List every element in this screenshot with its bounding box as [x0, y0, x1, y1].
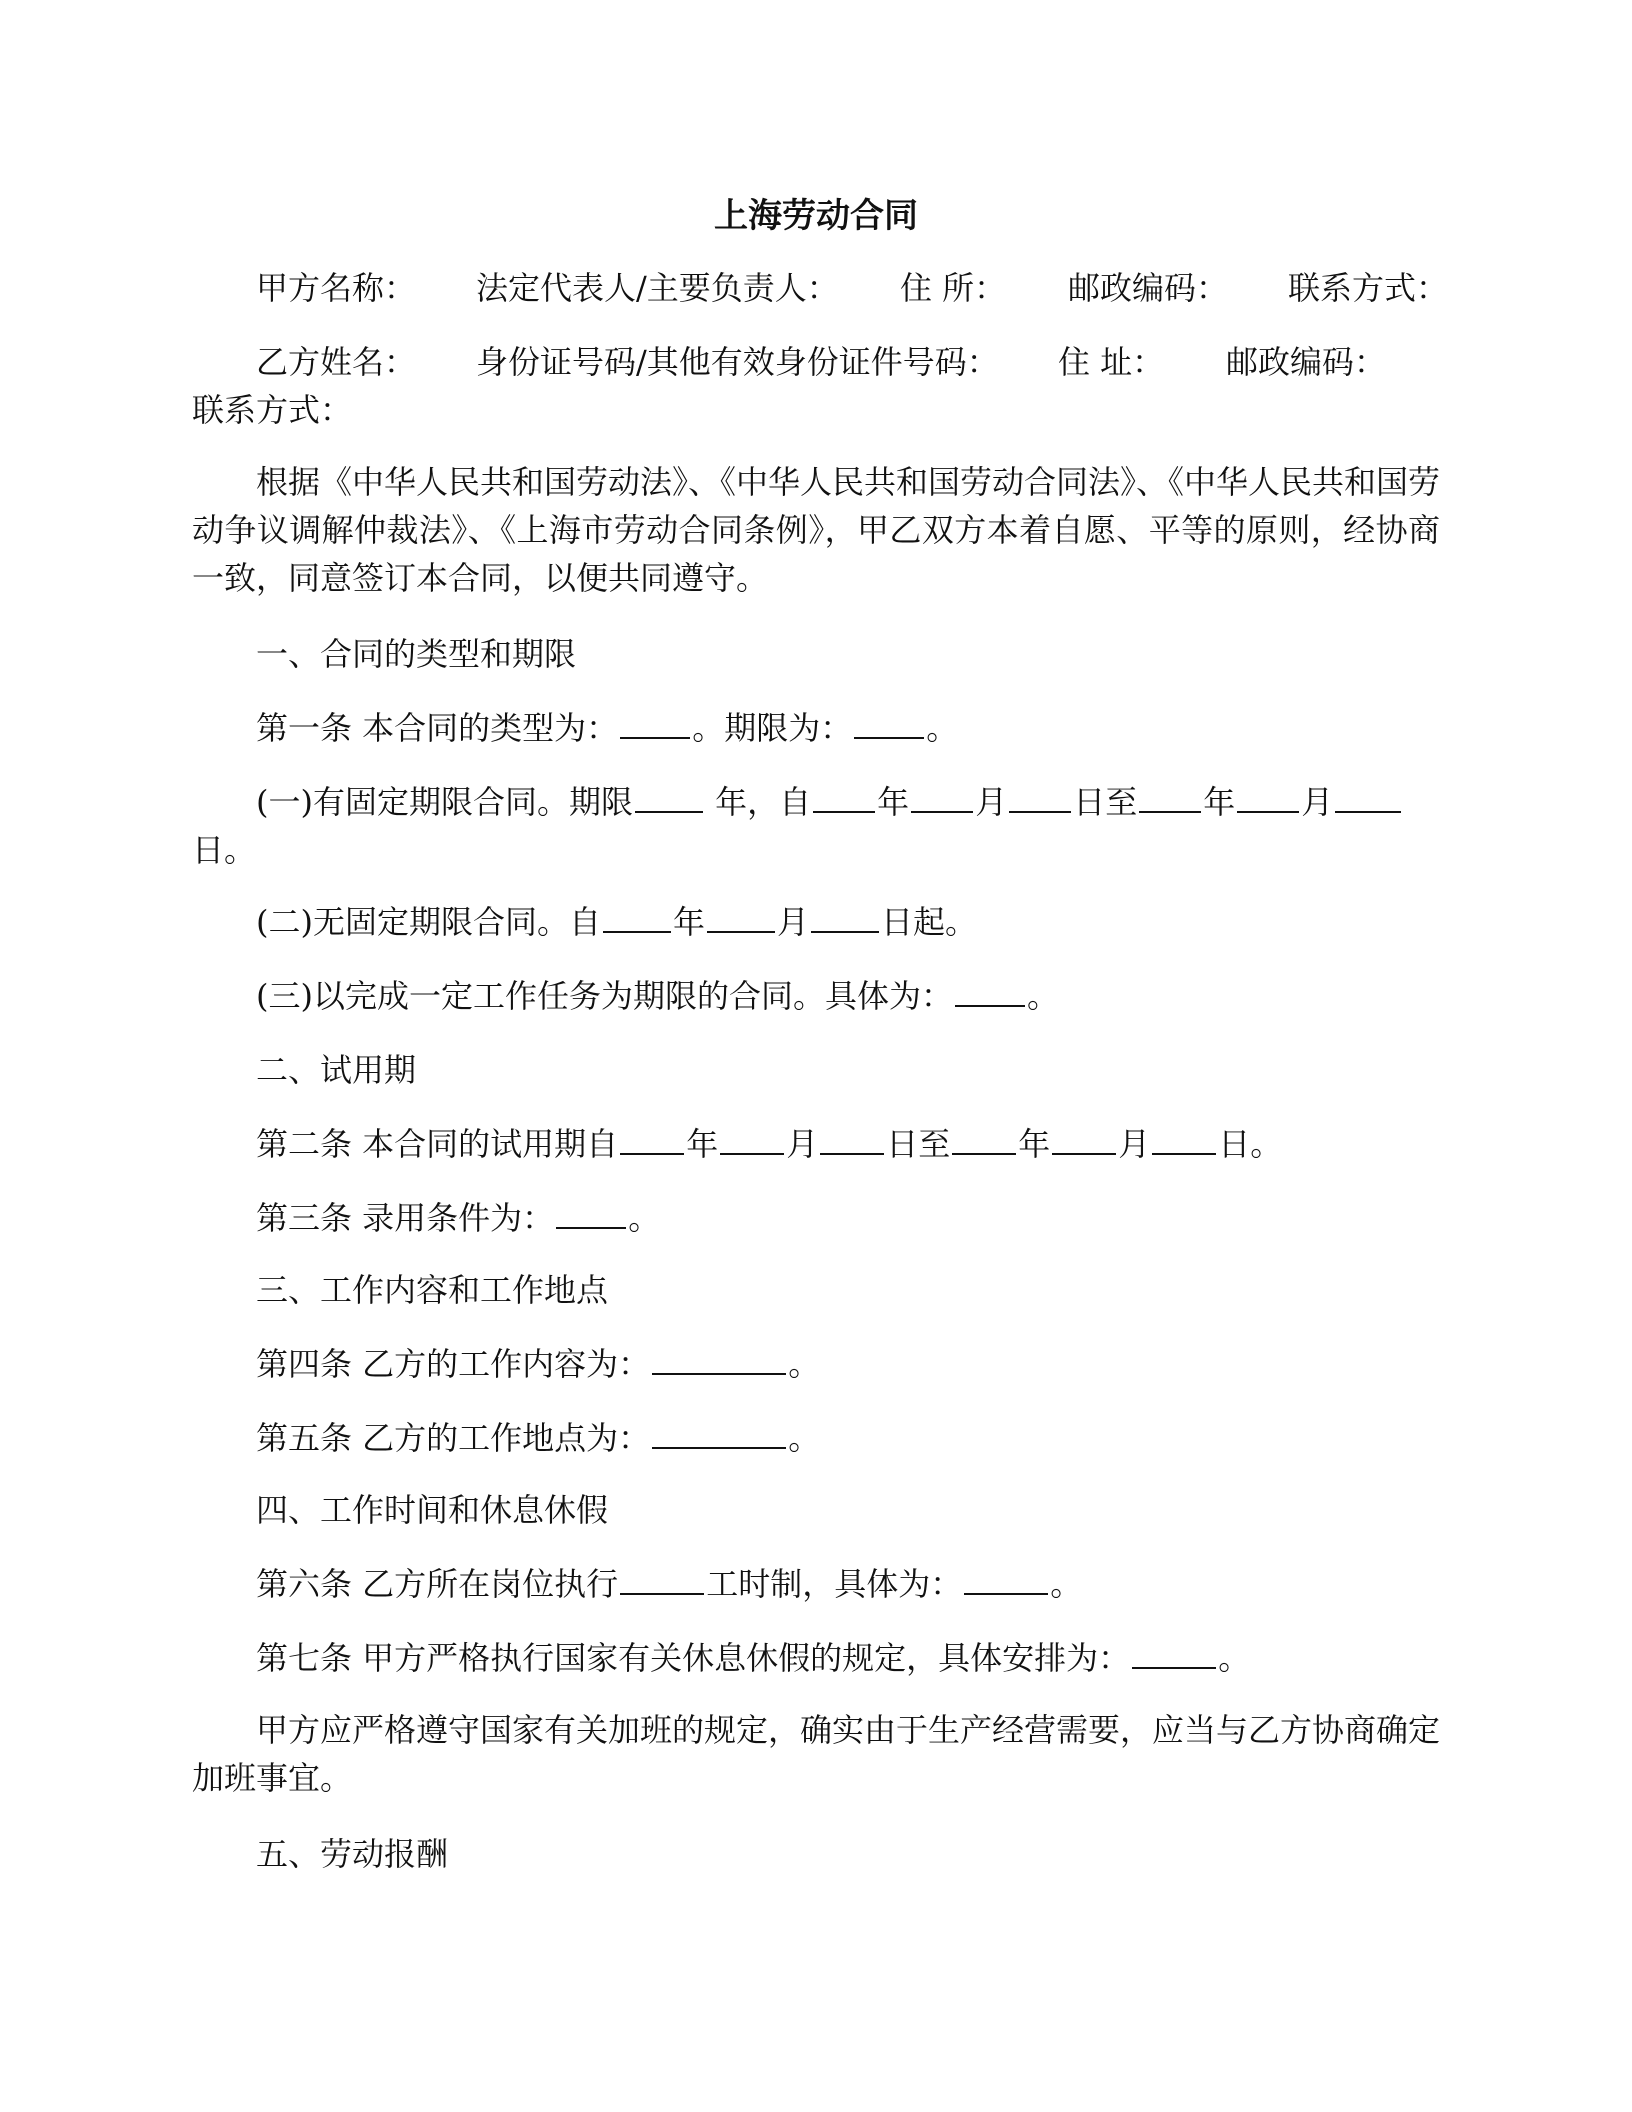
- item-2-text-a: (二)无固定期限合同。自: [256, 903, 601, 941]
- type-blank[interactable]: [620, 709, 690, 739]
- article-6-text-b: 工时制，具体为：: [706, 1565, 963, 1603]
- article-4-text-b: 。: [788, 1345, 821, 1383]
- probation-end-month-blank[interactable]: [1052, 1125, 1116, 1155]
- article-3-text-b: 。: [628, 1199, 661, 1237]
- task-blank[interactable]: [955, 977, 1025, 1007]
- probation-start-month-blank[interactable]: [720, 1125, 784, 1155]
- party-a-contact-label: 联系方式：: [1288, 269, 1449, 307]
- article-1: [256, 708, 958, 748]
- item-1-text-c: 年: [877, 783, 910, 821]
- article-3: [256, 1198, 660, 1238]
- item-1-continuation: 日。: [192, 831, 257, 869]
- party-a-address-label: 住 所：: [900, 269, 1007, 307]
- item-1-text-b: 年，自: [704, 783, 812, 821]
- working-hours-detail-blank[interactable]: [964, 1565, 1048, 1595]
- party-b-name-label: 乙方姓名：: [256, 343, 417, 381]
- article-2-text-a: 第二条 本合同的试用期自: [256, 1125, 619, 1163]
- party-a-name-label: 甲方名称：: [256, 269, 417, 307]
- item-1-text-f: 年: [1203, 783, 1236, 821]
- item-1-text-g: 月: [1301, 783, 1334, 821]
- probation-start-year-blank[interactable]: [620, 1125, 684, 1155]
- article-7: [256, 1638, 1250, 1678]
- party-b-contact-label: 联系方式：: [192, 391, 353, 429]
- preamble-paragraph: 根据《中华人民共和国劳动法》、《中华人民共和国劳动合同法》、《中华人民共和国劳动争议调解仲裁法》、《上海市劳动合同条例》，甲乙双方本着自愿、平等的原则，经协商一致，同意签订本合同，以便共同遵守。: [192, 463, 1441, 597]
- article-4: [256, 1344, 820, 1384]
- article-2-text-c: 月: [786, 1125, 819, 1163]
- open-day-blank[interactable]: [811, 903, 879, 933]
- article-6: [256, 1564, 1082, 1604]
- article-2: [256, 1124, 1282, 1164]
- item-2-text-c: 月: [777, 903, 810, 941]
- open-month-blank[interactable]: [707, 903, 775, 933]
- article-6-text-a: 第六条 乙方所在岗位执行: [256, 1565, 619, 1603]
- item-3-text-a: (三)以完成一定工作任务为期限的合同。具体为：: [256, 977, 953, 1015]
- work-location-blank[interactable]: [652, 1419, 786, 1449]
- item-3-task-term: [256, 976, 1059, 1016]
- document-title: 上海劳动合同: [714, 196, 918, 236]
- term-blank[interactable]: [854, 709, 924, 739]
- article-5: [256, 1418, 820, 1458]
- item-1-text-d: 月: [975, 783, 1008, 821]
- start-month-blank[interactable]: [911, 783, 973, 813]
- section-heading-4: 四、工作时间和休息休假: [256, 1491, 609, 1529]
- item-2-text-b: 年: [672, 903, 705, 941]
- rest-arrangement-blank[interactable]: [1132, 1639, 1216, 1669]
- article-5-text-a: 第五条 乙方的工作地点为：: [256, 1419, 651, 1457]
- section-heading-5: 五、劳动报酬: [256, 1835, 449, 1873]
- article-5-text-b: 。: [788, 1419, 821, 1457]
- item-3-text-b: 。: [1026, 977, 1059, 1015]
- item-1-text-e: 日至: [1073, 783, 1138, 821]
- item-2-open-term: [256, 902, 977, 942]
- article-2-text-b: 年: [686, 1125, 719, 1163]
- section-heading-1: 一、合同的类型和期限: [256, 635, 577, 673]
- article-2-text-g: 日。: [1218, 1125, 1283, 1163]
- party-a-postcode-label: 邮政编码：: [1068, 269, 1229, 307]
- start-year-blank[interactable]: [813, 783, 875, 813]
- probation-end-year-blank[interactable]: [952, 1125, 1016, 1155]
- hiring-conditions-blank[interactable]: [556, 1199, 626, 1229]
- article-4-text-a: 第四条 乙方的工作内容为：: [256, 1345, 651, 1383]
- party-b-id-label: 身份证号码/其他有效身份证件号码：: [476, 343, 999, 381]
- item-2-text-d: 日起。: [881, 903, 978, 941]
- article-1-text-b: 。期限为：: [692, 709, 853, 747]
- article-1-text-c: 。: [926, 709, 959, 747]
- item-1-fixed-term: [256, 782, 1403, 822]
- work-content-blank[interactable]: [652, 1345, 786, 1375]
- party-b-postcode-label: 邮政编码：: [1226, 343, 1387, 381]
- section-heading-2: 二、试用期: [256, 1051, 417, 1089]
- end-year-blank[interactable]: [1139, 783, 1201, 813]
- years-blank[interactable]: [635, 783, 703, 813]
- article-6-text-c: 。: [1050, 1565, 1083, 1603]
- open-year-blank[interactable]: [603, 903, 671, 933]
- article-2-text-f: 月: [1118, 1125, 1151, 1163]
- article-3-text-a: 第三条 录用条件为：: [256, 1199, 555, 1237]
- article-7-text-b: 。: [1218, 1639, 1251, 1677]
- probation-start-day-blank[interactable]: [820, 1125, 884, 1155]
- party-b-address-label: 住 址：: [1058, 343, 1165, 381]
- overtime-paragraph: 甲方应严格遵守国家有关加班的规定，确实由于生产经营需要，应当与乙方协商确定加班事宜。: [192, 1711, 1441, 1797]
- end-month-blank[interactable]: [1237, 783, 1299, 813]
- article-1-text-a: 第一条 本合同的类型为：: [256, 709, 619, 747]
- end-day-blank[interactable]: [1335, 783, 1401, 813]
- start-day-blank[interactable]: [1009, 783, 1071, 813]
- section-heading-3: 三、工作内容和工作地点: [256, 1271, 609, 1309]
- party-a-rep-label: 法定代表人/主要负责人：: [476, 269, 839, 307]
- working-hours-system-blank[interactable]: [620, 1565, 704, 1595]
- article-2-text-d: 日至: [886, 1125, 951, 1163]
- item-1-text-a: (一)有固定期限合同。期限: [256, 783, 633, 821]
- article-7-text-a: 第七条 甲方严格执行国家有关休息休假的规定，具体安排为：: [256, 1639, 1131, 1677]
- article-2-text-e: 年: [1018, 1125, 1051, 1163]
- probation-end-day-blank[interactable]: [1152, 1125, 1216, 1155]
